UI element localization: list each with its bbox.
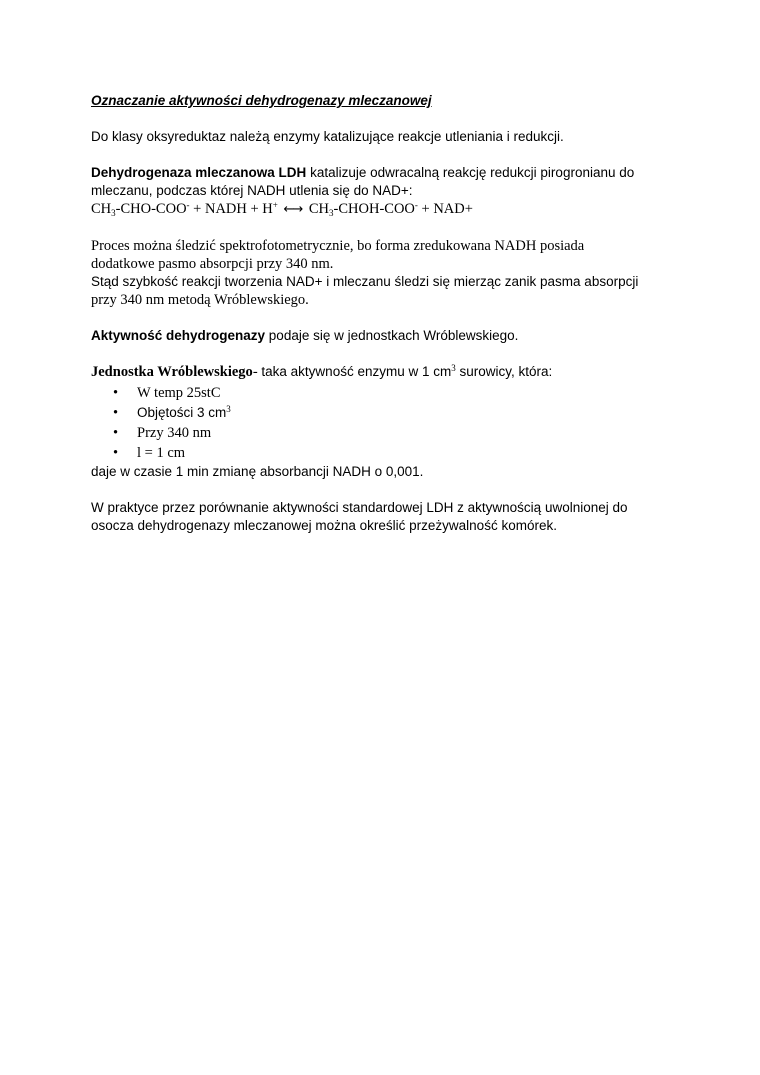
bullet-icon: • [113, 445, 119, 461]
condition-text: Przy 340 nm [137, 425, 212, 441]
eq-part4: + NAD+ [417, 201, 473, 217]
proces-line1: Proces można śledzić spektrofotometrycznie, bo forma zredukowana NADH posiada [91, 238, 585, 254]
jednostka-text-b: surowicy, która: [455, 364, 553, 379]
aktywnosc-bold-lead: Aktywność dehydrogenazy [91, 328, 266, 343]
list-item [91, 423, 681, 443]
ldh-text-a: katalizuje odwracalną reakcję redukcji pirogronianu do [306, 165, 635, 180]
document-page [91, 92, 681, 535]
eq-ch3-right: CH [305, 201, 330, 217]
aktywnosc-text: podaje się w jednostkach Wróblewskiego. [265, 328, 519, 343]
double-arrow-icon: ←→ [283, 202, 302, 217]
proces-line2: dodatkowe pasmo absorpcji przy 340 nm. [91, 256, 334, 272]
praktyka-line2: osocza dehydrogenazy mleczanowej można określić przeżywalność komórek. [91, 518, 557, 533]
list-item [91, 403, 681, 423]
bullet-icon: • [113, 405, 119, 421]
eq-minus-left: - [186, 200, 190, 210]
condition-sup: 3 [226, 404, 231, 414]
bullet-icon: • [113, 385, 119, 401]
proces-line4: przy 340 nm metodą Wróblewskiego. [91, 292, 309, 308]
document-title: Oznaczanie aktywności dehydrogenazy mleczanowej [91, 93, 432, 108]
condition-text: Objętości 3 cm [137, 405, 227, 420]
eq-part3: -CHOH-COO [333, 201, 415, 217]
conditions-list [91, 383, 681, 463]
praktyka-line1: W praktyce przez porównanie aktywności standardowej LDH z aktywnością uwolnionej do [91, 500, 628, 515]
condition-text: l = 1 cm [137, 445, 186, 461]
jednostka-dash: - [252, 364, 258, 380]
intro-paragraph: Do klasy oksyreduktaz należą enzymy katalizujące reakcje utleniania i redukcji. [91, 129, 564, 144]
jednostka-definition [91, 363, 681, 381]
jednostka-closing: daje w czasie 1 min zmianę absorbancji NADH o 0,001. [91, 464, 424, 479]
aktywnosc-paragraph [91, 327, 681, 345]
ldh-paragraph-line2: mleczanu, podczas której NADH utlenia się do NAD+: [91, 183, 413, 198]
eq-part2: + NADH + H [189, 201, 273, 217]
jednostka-text-a: taka aktywność enzymu w 1 cm [257, 364, 452, 379]
eq-sub3-right: 3 [329, 208, 334, 218]
reaction-equation [91, 200, 681, 219]
eq-minus-right: - [414, 200, 418, 210]
eq-sub3-left: 3 [111, 208, 116, 218]
condition-text: W temp 25stC [137, 385, 221, 401]
ldh-paragraph-line1 [91, 164, 681, 182]
jednostka-sup3: 3 [451, 363, 456, 373]
ldh-bold-lead: Dehydrogenaza mleczanowa LDH [91, 165, 307, 180]
proces-line3: Stąd szybkość reakcji tworzenia NAD+ i mleczanu śledzi się mierząc zanik pasma absorpcji [91, 274, 639, 289]
eq-part1: -CHO-COO [115, 201, 187, 217]
list-item [91, 443, 681, 463]
list-item [91, 383, 681, 403]
eq-plus-h: + [272, 200, 278, 210]
bullet-icon: • [113, 425, 119, 441]
jednostka-bold-lead: Jednostka Wróblewskiego [91, 364, 253, 380]
eq-ch3-left: CH [91, 201, 112, 217]
